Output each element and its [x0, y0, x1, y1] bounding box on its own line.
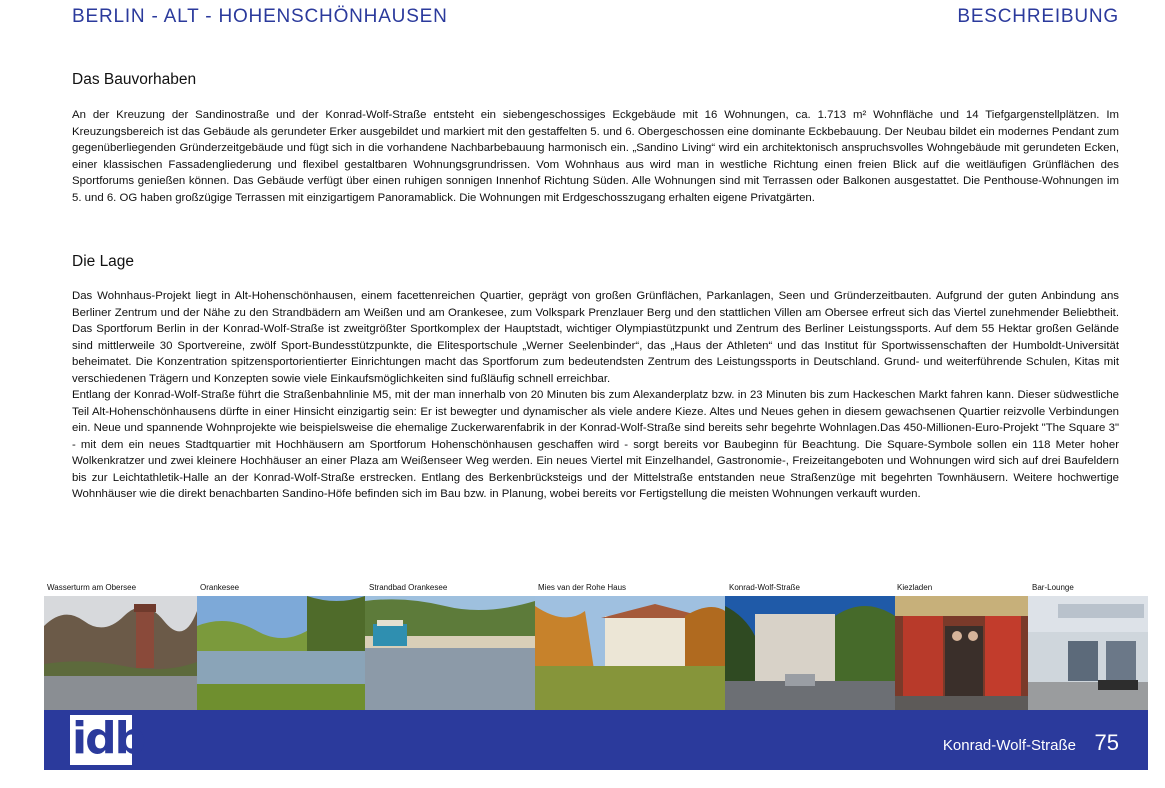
footer-caption: Konrad-Wolf-Straße: [942, 737, 1076, 754]
photo-kiezladen: [895, 596, 1028, 710]
paragraph-text: Entlang der Konrad-Wolf-Straße führt die Straßenbahnlinie M5, mit der man innerhalb von 20 Minuten bis zum Alexanderplatz bzw. in 23 Minuten bis zum Hackeschen Markt fahren kann. Dieser südwestliche Teil Alt-Hohenschönhausens dürfte in einer Hinsicht einzigartig sein: Er ist bewegter und dynamischer als viele andere Kieze. Altes und Neues gehen in diesem gewachsenen Quartier reizvolle Verbindungen ein. Neue und spannende Wohnprojekte wie beispielsweise die ehemalige Zuckerwarenfabrik in der Konrad-Wolf-Straße sind bereits sehr begehrte Wohnlagen.Das 450-Millionen-Euro-Projekt "The Square 3" - mit dem ein neues Stadtquartier mit Hochhäusern am Sportforum Hohenschönhausen geschaffen wird - sorgt bereits vor Baubeginn für Beachtung. Die Square-Symbole sollen ein 118 Meter hoher Wolkenkratzer und zwei kleinere Hochhäuser an einer Plaza am Weißenseer Weg werden. Ein neues Viertel mit Einzelhandel, Gastronomie-, Freizeitangeboten und Wohnungen wird sich auf drei Baufeldern bis zur Leichtathletik-Halle an der Konrad-Wolf-Straße erstrecken. Entlang des Berkenbrücksteigs und der Mittelstraße entstanden neue Straßenzüge mit begehrten Townhäusern. Weitere hochwertige Wohnhäuser wie die direkt benachbarten Sandino-Höfe befinden sich im Bau bzw. in Planung, wobei bereits vor Fertigstellung die meisten Wohnungen verkauft wurden.: [72, 389, 1119, 500]
photo-strandbad: [365, 596, 535, 710]
photo-label: Mies van der Rohe Haus: [538, 583, 627, 592]
photo-orankesee: [197, 596, 365, 710]
header-section-title: BESCHREIBUNG: [957, 6, 1119, 27]
photo-label: Wasserturm am Obersee: [47, 583, 137, 592]
photo-label: Strandbad Orankesee: [369, 583, 448, 592]
photo-label: Orankesee: [200, 583, 240, 592]
photo-label: Konrad-Wolf-Straße: [729, 583, 800, 592]
photo-wasserturm: [44, 596, 197, 710]
idb-logo: [70, 713, 145, 765]
paragraph-lage: [72, 288, 1119, 503]
page-number: 75: [1094, 730, 1119, 755]
paragraph-bauvorhaben: [72, 107, 1119, 206]
section-title-bauvorhaben: Das Bauvorhaben: [72, 71, 197, 88]
header-location-title: BERLIN - ALT - HOHENSCHÖNHAUSEN: [72, 6, 448, 27]
photo-label: Kiezladen: [897, 583, 933, 592]
footer-bar: [44, 710, 1148, 770]
photo-mies-van-der-rohe: [535, 596, 725, 710]
paragraph-text: An der Kreuzung der Sandinostraße und der Konrad-Wolf-Straße entsteht ein siebengeschossiges Eckgebäude mit 16 Wohnungen, ca. 1.713 m² Wohnfläche und 14 Tiefgargenstellplätzen. Im Kreuzungsbereich ist das Gebäude als gerundeter Erker ausgebildet und markiert mit den gestaffelten 5. und 6. Obergeschossen eine dominante Eckbebauung. Der Neubau bildet ein modernes Pendant zum gegenüberliegenden Gründerzeitgebäude und fügt sich in die vorhandene Nachbarbebauung harmonisch ein. „Sandino Living“ wird ein architektonisch anspruchsvolles Wohngebäude mit gerundeten Ecken, einer klassischen Fassadengliederung und flexibel gestaltbaren Wohnungsgrundrissen. Vom Wohnhaus aus wird man in westliche Richtung einen freien Blick auf die weitläufigen Grünflächen des Sportforums genießen können. Das Gebäude verfügt über einen ruhigen sonnigen Innenhof Richtung Süden. Alle Wohnungen sind mit Terrassen oder Balkonen ausgestattet. Die Penthouse-Wohnungen im 5. und 6. OG haben großzügige Terrassen mit einzigartigem Panoramablick. Die Wohnungen mit Erdgeschosszugang erhalten eigene Privatgärten.: [72, 109, 1119, 204]
photo-bar-lounge: [1028, 596, 1148, 710]
photo-konrad-wolf-strasse: [725, 596, 895, 710]
section-title-lage: Die Lage: [72, 253, 135, 270]
photo-label: Bar-Lounge: [1032, 583, 1074, 592]
paragraph-text: Das Wohnhaus-Projekt liegt in Alt-Hohenschönhausen, einem facettenreichen Quartier, geprägt von großen Grünflächen, Parkanlagen, Seen und Gründerzeitbauten. Aufgrund der guten Anbindung ans Berliner Zentrum und der Nähe zu den Strandbädern am Weißen und am Orankesee, zum Volkspark Prenzlauer Berg und den stattlichen Villen am Obersee erfreut sich das Viertel zunehmender Beliebtheit. Das Sportforum Berlin in der Konrad-Wolf-Straße ist zweitgrößter Sportkomplex der Hauptstadt, wichtiger Olympiastützpunkt und Zentrum des Berliner Leistungssports. Auf dem 55 Hektar großen Gelände sind mittlerweile 30 Sportvereine, zwölf Sport-Bundesstützpunkte, die Elitesportschule „Werner Seelenbinder“, das „Haus der Athleten“ und das Institut für Sportwissenschaften der Humboldt-Universität beheimatet. Die Konzentration spitzensportorientierter Einrichtungen macht das Sportforum zum bedeutendsten Zentrum des Leistungssports in Deutschland. Grund- und weiterführende Schulen, Kitas mit verschiedenen Trägern und Konzepten sowie viele Einkaufsmöglichkeiten sind fußläufig schnell erreichbar.: [72, 290, 1119, 385]
logo-text: idb: [72, 713, 145, 764]
